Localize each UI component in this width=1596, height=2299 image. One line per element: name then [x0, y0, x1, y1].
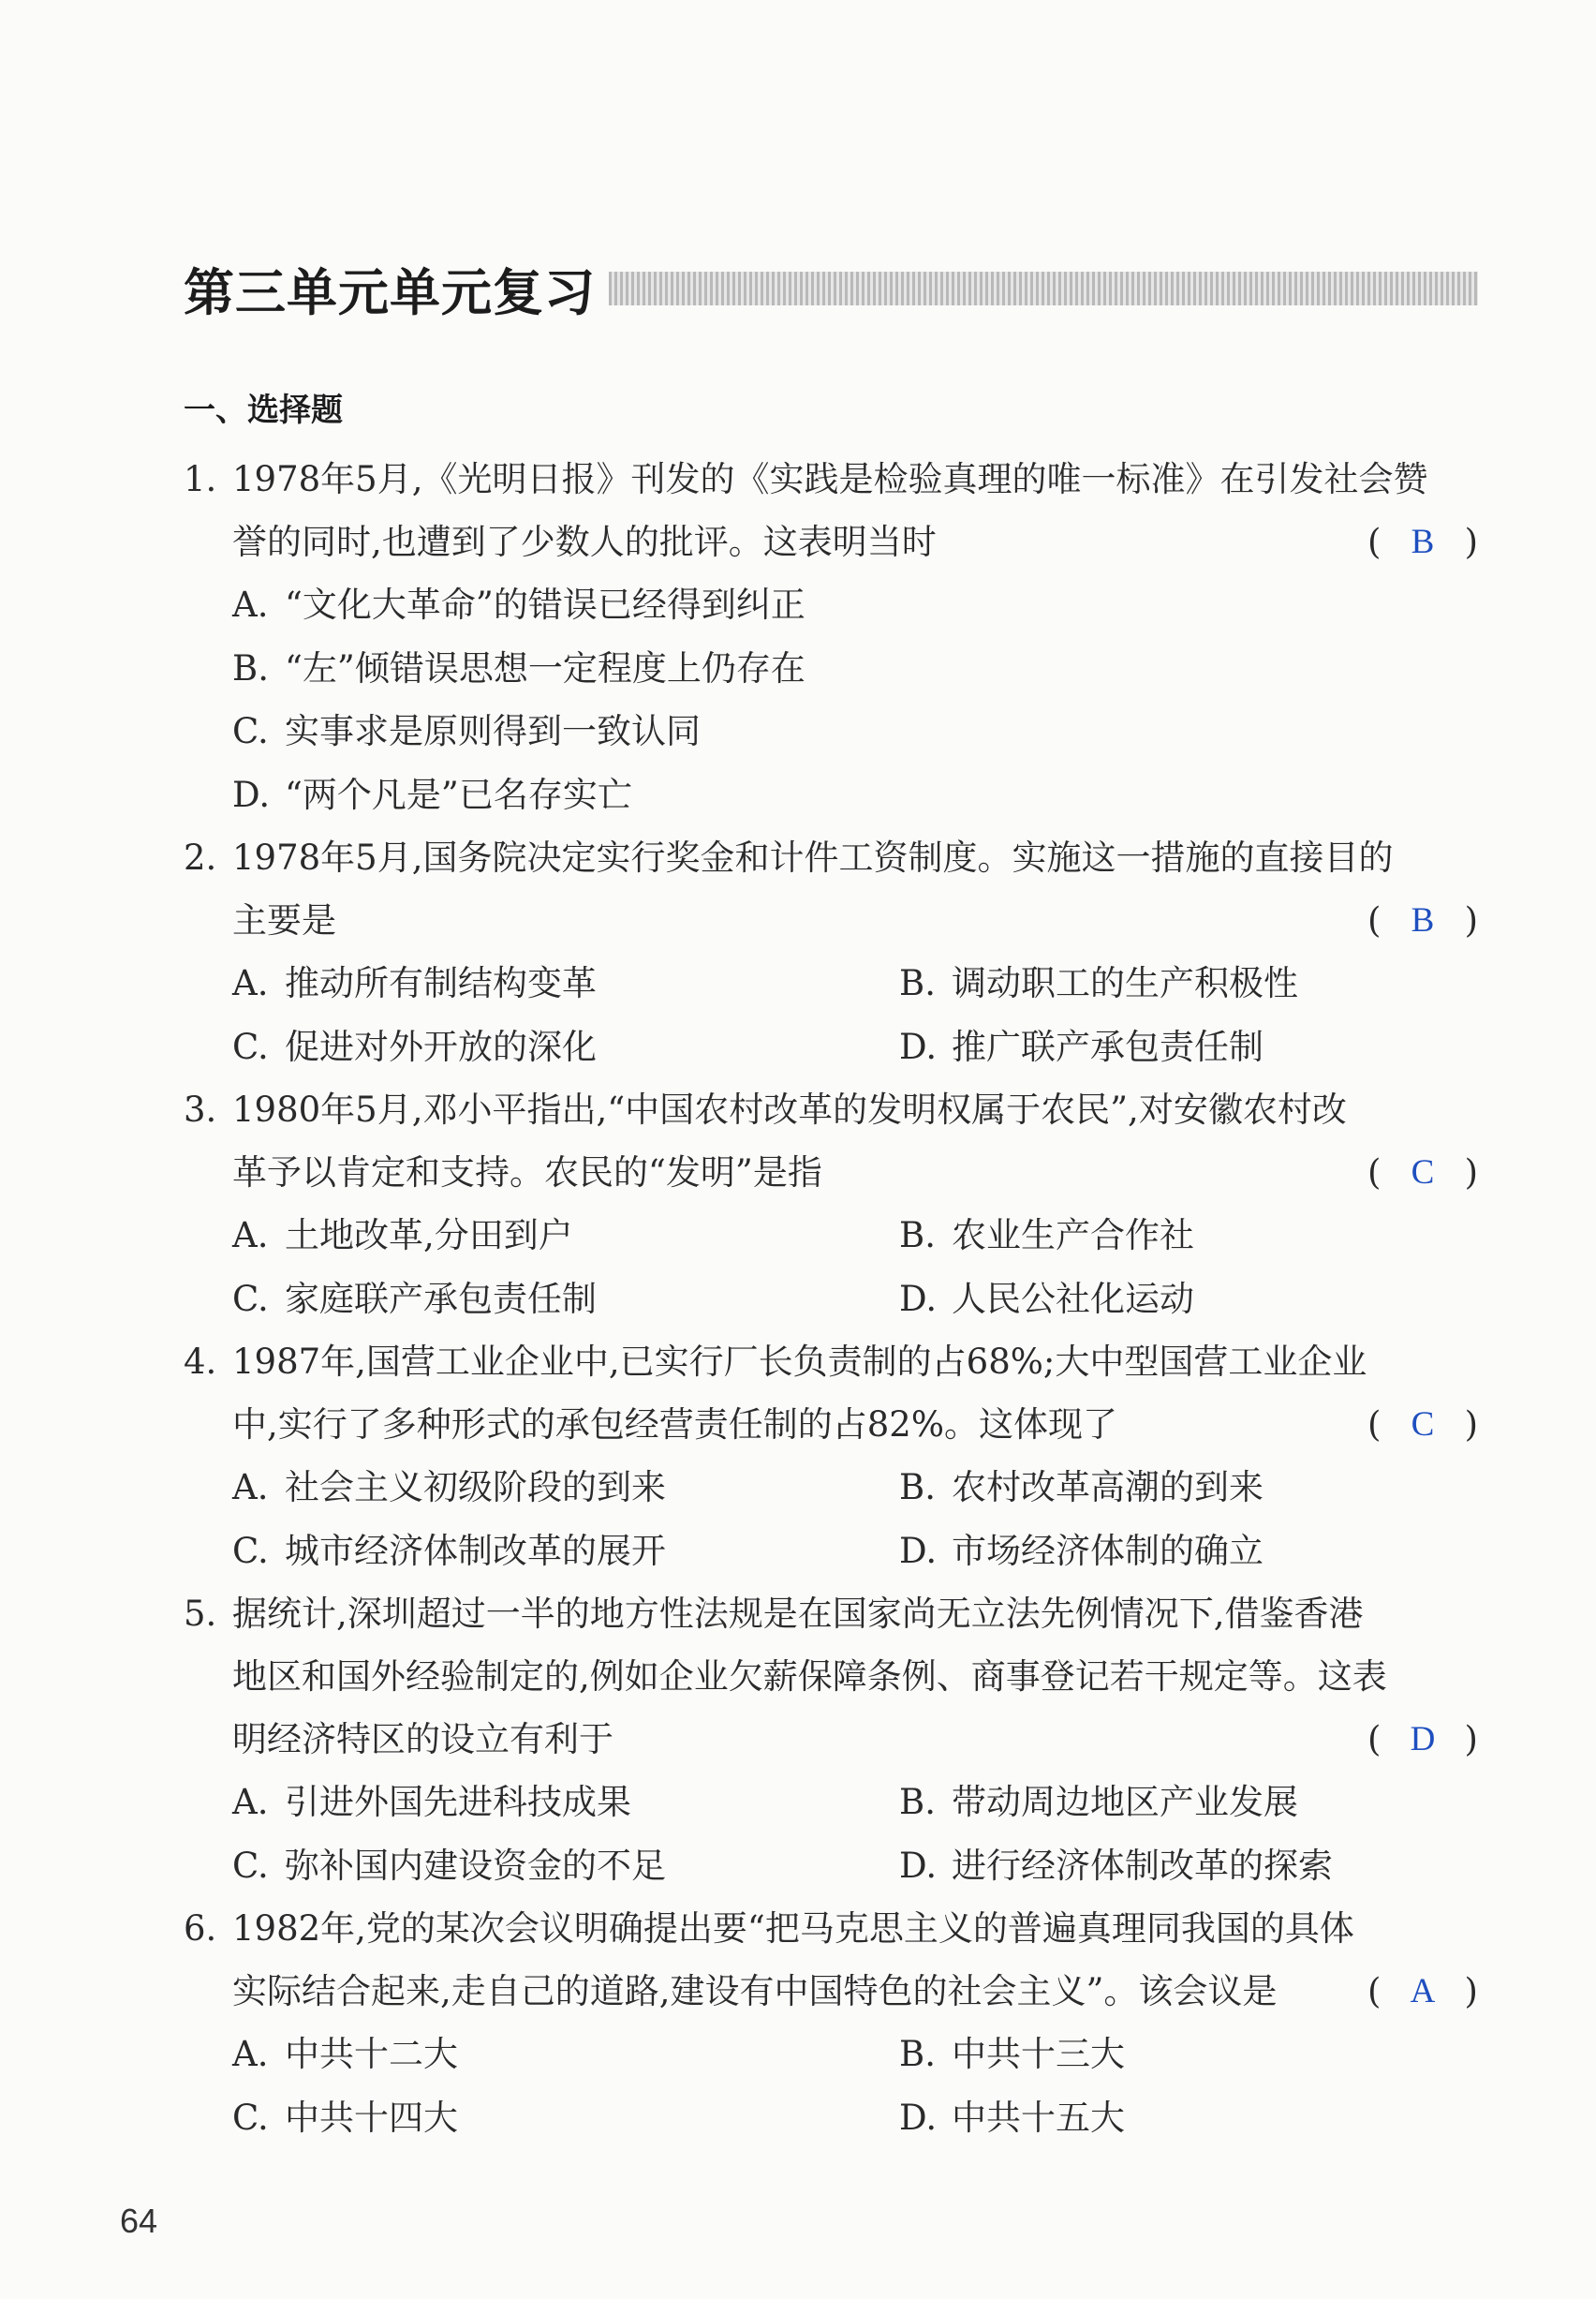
unit-title-row: [184, 251, 1478, 326]
answer-open-paren: (: [1367, 1719, 1382, 1759]
question-stem-text: 誉的同时,也遭到了少数人的批评。这表明当时: [232, 522, 937, 562]
answer-option: [184, 2023, 850, 2086]
option-label: D.: [899, 1026, 938, 1067]
option-text: 城市经济体制改革的展开: [285, 1530, 666, 1571]
answer-option: [184, 1268, 850, 1331]
answer-option: [184, 637, 1478, 701]
option-row: [184, 1456, 1478, 1520]
question-stem-text: 主要是: [232, 900, 336, 941]
option-list: [184, 952, 1478, 1078]
option-label: B.: [899, 2034, 936, 2074]
question-stem-line: [184, 511, 1478, 573]
option-text: 推动所有制结构变革: [285, 963, 597, 1003]
answer-close-paren: ): [1464, 1719, 1478, 1759]
answer-option: [184, 1204, 850, 1268]
option-label: A.: [232, 1215, 269, 1255]
answer-bracket: [1367, 1960, 1478, 2023]
answer-letter: A: [1410, 1972, 1436, 2010]
answer-option: [850, 1771, 1412, 1834]
page-number: 64: [120, 2202, 158, 2240]
question: [184, 1582, 1478, 1897]
option-text: 市场经济体制的确立: [952, 1530, 1264, 1571]
option-row: [184, 2086, 1478, 2150]
option-label: A.: [232, 1467, 269, 1507]
question-stem-line: [184, 1960, 1478, 2023]
option-label: D.: [899, 2097, 938, 2138]
answer-bracket: [1367, 1393, 1478, 1456]
question: [184, 1897, 1478, 2149]
question-stem-line: [184, 1393, 1478, 1456]
option-text: 家庭联产承包责任制: [285, 1278, 597, 1319]
option-row: [184, 1520, 1478, 1583]
section-title: 一、选择题: [184, 392, 343, 429]
option-row: [184, 1268, 1478, 1331]
answer-open-paren: (: [1367, 1152, 1382, 1193]
answer-option: [184, 573, 1478, 637]
answer-option: [850, 1834, 1412, 1898]
question-stem-line: [184, 1078, 1478, 1141]
answer-option: [850, 1456, 1412, 1520]
option-label: C.: [232, 1278, 269, 1319]
answer-option: [850, 1520, 1412, 1583]
answer-open-paren: (: [1367, 522, 1382, 562]
answer-close-paren: ): [1464, 1152, 1478, 1193]
question-number: 3.: [184, 1090, 217, 1130]
answer-option: [850, 2086, 1412, 2150]
option-row: [184, 2023, 1478, 2086]
question-stem-text: 1978年5月,《光明日报》刊发的《实践是检验真理的唯一标准》在引发社会赞: [232, 459, 1428, 499]
question-stem-text: 中,实行了多种形式的承包经营责任制的占82%。这体现了: [232, 1404, 1117, 1445]
option-list: [184, 573, 1478, 826]
question-stem-text: 1980年5月,邓小平指出,“中国农村改革的发明权属于农民”,对安徽农村改: [232, 1090, 1347, 1130]
option-text: 人民公社化运动: [952, 1278, 1194, 1319]
option-label: A.: [232, 585, 269, 625]
question-number: 1.: [184, 459, 217, 499]
answer-option: [850, 2023, 1412, 2086]
option-label: D.: [899, 1278, 938, 1319]
option-label: B.: [899, 963, 936, 1003]
answer-option: [184, 1456, 850, 1520]
answer-open-paren: (: [1367, 1404, 1382, 1445]
answer-letter: C: [1411, 1405, 1435, 1444]
option-row: [184, 952, 1478, 1016]
option-text: “左”倾错误思想一定程度上仍存在: [285, 647, 805, 689]
question-stem-text: 实际结合起来,走自己的道路,建设有中国特色的社会主义”。该会议是: [232, 1971, 1278, 2011]
option-label: D.: [899, 1845, 938, 1886]
answer-close-paren: ): [1464, 522, 1478, 562]
option-label: A.: [232, 1782, 269, 1822]
answer-option: [850, 952, 1412, 1016]
option-text: 中共十四大: [285, 2097, 458, 2138]
option-text: 中共十五大: [952, 2097, 1125, 2138]
option-text: 实事求是原则得到一致认同: [285, 711, 701, 751]
answer-option: [850, 1268, 1412, 1331]
option-label: A.: [232, 2034, 269, 2074]
question-stem-line: [184, 1582, 1478, 1645]
answer-option: [850, 1016, 1412, 1079]
option-list: [184, 1456, 1478, 1582]
option-row: [184, 1834, 1478, 1898]
question-stem-line: [184, 1330, 1478, 1393]
option-list: [184, 1204, 1478, 1330]
answer-bracket: [1367, 1141, 1478, 1204]
option-text: 中共十二大: [285, 2034, 458, 2074]
question-stem-line: [184, 889, 1478, 952]
option-text: 带动周边地区产业发展: [952, 1782, 1298, 1822]
question: [184, 448, 1478, 826]
question-list: [184, 448, 1478, 2149]
question-stem-text: 1978年5月,国务院决定实行奖金和计件工资制度。实施这一措施的直接目的: [232, 838, 1394, 878]
option-label: C.: [232, 1530, 269, 1571]
option-row: [184, 1016, 1478, 1079]
question-stem-text: 明经济特区的设立有利于: [232, 1719, 613, 1759]
option-label: C.: [232, 711, 269, 751]
option-label: B.: [899, 1467, 936, 1507]
question-number: 5.: [184, 1594, 217, 1634]
question-stem-line: [184, 448, 1478, 511]
option-text: 农业生产合作社: [952, 1215, 1194, 1255]
option-list: [184, 2023, 1478, 2149]
option-list: [184, 1771, 1478, 1897]
unit-title: 第三单元单元复习: [184, 262, 596, 322]
answer-option: [184, 2086, 850, 2150]
answer-option: [184, 1834, 850, 1898]
answer-close-paren: ): [1464, 1404, 1478, 1445]
option-text: 土地改革,分田到户: [285, 1215, 573, 1255]
option-text: 引进外国先进科技成果: [285, 1782, 631, 1822]
question: [184, 1330, 1478, 1582]
answer-bracket: [1367, 511, 1478, 573]
answer-bracket: [1367, 889, 1478, 952]
question-stem-line: [184, 1897, 1478, 1960]
answer-close-paren: ): [1464, 900, 1478, 941]
option-label: D.: [232, 774, 271, 815]
option-text: 社会主义初级阶段的到来: [285, 1467, 666, 1507]
question-number: 6.: [184, 1908, 217, 1949]
option-label: B.: [232, 647, 269, 689]
question-stem-text: 据统计,深圳超过一半的地方性法规是在国家尚无立法先例情况下,借鉴香港: [232, 1594, 1364, 1634]
option-row: [184, 1771, 1478, 1834]
answer-letter: B: [1411, 901, 1435, 940]
option-text: “两个凡是”已名存实亡: [285, 774, 632, 815]
option-text: 中共十三大: [952, 2034, 1125, 2074]
option-label: C.: [232, 2097, 269, 2138]
answer-option: [184, 1771, 850, 1834]
title-decoration-bar: [609, 272, 1478, 305]
answer-letter: B: [1411, 523, 1435, 561]
question: [184, 826, 1478, 1078]
option-label: B.: [899, 1215, 936, 1255]
option-text: 进行经济体制改革的探索: [952, 1845, 1333, 1886]
option-text: 推广联产承包责任制: [952, 1026, 1264, 1067]
answer-option: [850, 1204, 1412, 1268]
answer-option: [184, 952, 850, 1016]
option-text: 农村改革高潮的到来: [952, 1467, 1264, 1507]
option-label: B.: [899, 1782, 936, 1822]
answer-option: [184, 1520, 850, 1583]
option-text: “文化大革命”的错误已经得到纠正: [285, 585, 805, 625]
question-stem-line: [184, 1708, 1478, 1771]
option-label: D.: [899, 1530, 938, 1571]
question-number: 2.: [184, 838, 217, 878]
answer-option: [184, 700, 1478, 764]
question-stem-line: [184, 1141, 1478, 1204]
answer-option: [184, 764, 1478, 827]
question-stem-line: [184, 1645, 1478, 1708]
question-stem-line: [184, 826, 1478, 889]
option-text: 调动职工的生产积极性: [952, 963, 1298, 1003]
answer-option: [184, 1016, 850, 1079]
question-stem-text: 革予以肯定和支持。农民的“发明”是指: [232, 1152, 822, 1193]
question-number: 4.: [184, 1342, 217, 1382]
option-label: C.: [232, 1845, 269, 1886]
question-stem-text: 地区和国外经验制定的,例如企业欠薪保障条例、商事登记若干规定等。这表: [232, 1656, 1387, 1697]
question-stem-text: 1987年,国营工业企业中,已实行厂长负责制的占68%;大中型国营工业企业: [232, 1342, 1367, 1382]
answer-letter: D: [1410, 1720, 1436, 1758]
option-label: A.: [232, 963, 269, 1003]
option-text: 弥补国内建设资金的不足: [285, 1845, 666, 1886]
question: [184, 1078, 1478, 1330]
answer-letter: C: [1411, 1153, 1435, 1192]
question-stem-text: 1982年,党的某次会议明确提出要“把马克思主义的普遍真理同我国的具体: [232, 1908, 1354, 1949]
answer-close-paren: ): [1464, 1971, 1478, 2011]
answer-open-paren: (: [1367, 900, 1382, 941]
option-text: 促进对外开放的深化: [285, 1026, 597, 1067]
answer-bracket: [1367, 1708, 1478, 1771]
answer-open-paren: (: [1367, 1971, 1382, 2011]
option-row: [184, 1204, 1478, 1268]
option-label: C.: [232, 1026, 269, 1067]
